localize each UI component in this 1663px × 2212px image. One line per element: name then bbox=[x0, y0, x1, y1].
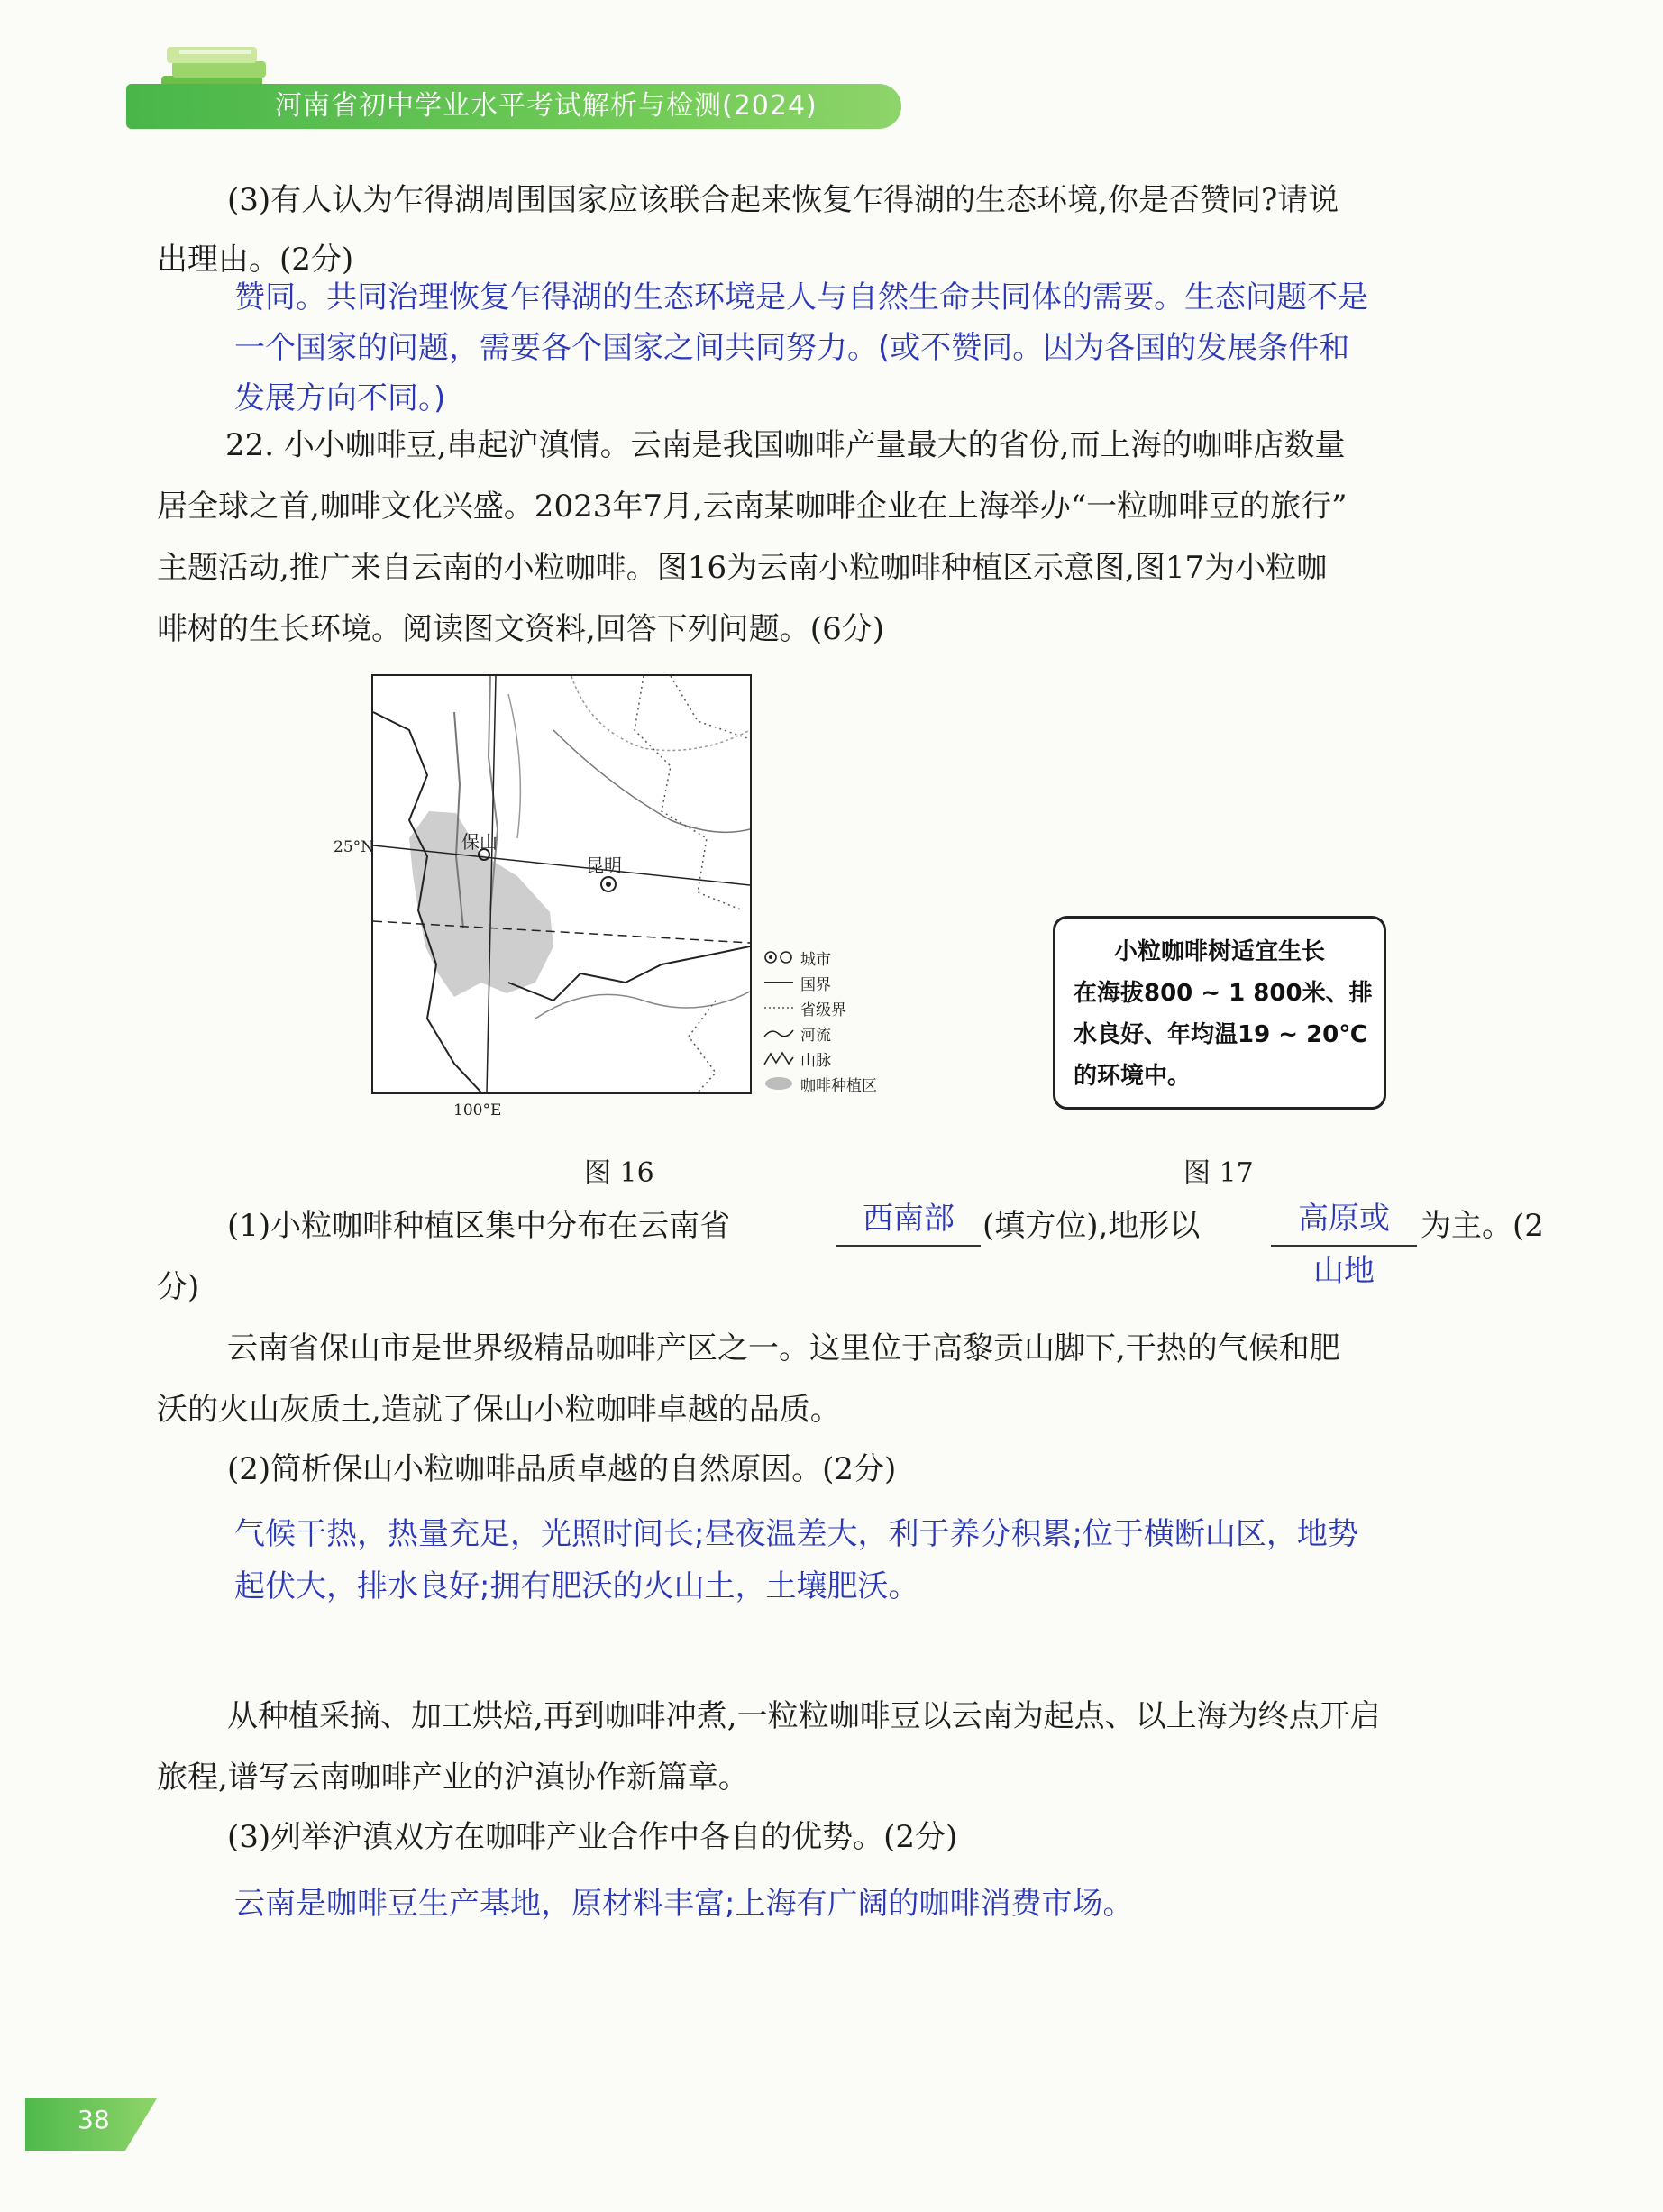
q22-intro-line4: 啡树的生长环境。阅读图文资料,回答下列问题。(6分) bbox=[157, 611, 884, 647]
q21-3-line1: (3)有人认为乍得湖周围国家应该联合起来恢复乍得湖的生态环境,你是否赞同?请说 bbox=[227, 182, 1339, 218]
legend-province-border-label: 省级界 bbox=[800, 1001, 846, 1019]
city-label-kunming: 昆明 bbox=[586, 855, 622, 876]
callout-line2: 在海拔800 ~ 1 800米、排 bbox=[1074, 980, 1373, 1007]
q21-3-answer-line3: 发展方向不同。) bbox=[234, 380, 446, 416]
legend-national-border-label: 国界 bbox=[800, 975, 831, 994]
callout-line4: 的环境中。 bbox=[1074, 1063, 1192, 1090]
lon-label: 100°E bbox=[453, 1101, 502, 1120]
legend-river bbox=[763, 1020, 898, 1046]
legend-city bbox=[763, 945, 898, 970]
q22-para2-line1: 云南省保山市是世界级精品咖啡产区之一。这里位于高黎贡山脚下,干热的气候和肥 bbox=[227, 1330, 1340, 1367]
page-number: 38 bbox=[78, 2105, 110, 2134]
national-border-icon bbox=[763, 973, 797, 992]
map-drawing bbox=[373, 676, 750, 1092]
q22-1-blank2-answer-line2: 山地 bbox=[1313, 1253, 1375, 1289]
q22-1-part-a: (1)小粒咖啡种植区集中分布在云南省 bbox=[227, 1208, 731, 1244]
yunnan-map bbox=[371, 674, 752, 1094]
q22-para3-line2: 旅程,谱写云南咖啡产业的沪滇协作新篇章。 bbox=[157, 1760, 749, 1796]
q22-para2-line2: 沃的火山灰质土,造就了保山小粒咖啡卓越的品质。 bbox=[157, 1392, 841, 1428]
legend-river-label: 河流 bbox=[800, 1026, 831, 1045]
q22-2-answer-line2: 起伏大，排水良好;拥有肥沃的火山土，土壤肥沃。 bbox=[234, 1568, 919, 1604]
q22-intro-line2: 居全球之首,咖啡文化兴盛。2023年7月,云南某咖啡企业在上海举办“一粒咖啡豆的旅行” bbox=[157, 489, 1348, 525]
legend-city-label: 城市 bbox=[800, 950, 831, 969]
q22-1-blank1-answer: 西南部 bbox=[863, 1201, 955, 1237]
coffee-area-icon bbox=[763, 1074, 797, 1093]
legend-mountain-label: 山脉 bbox=[800, 1051, 831, 1070]
province-border-icon bbox=[763, 998, 797, 1018]
mountain-icon bbox=[763, 1048, 797, 1068]
river-icon bbox=[763, 1023, 797, 1043]
legend-coffee-area-label: 咖啡种植区 bbox=[800, 1076, 877, 1095]
lat-label: 25°N bbox=[334, 838, 375, 856]
growth-environment-callout bbox=[1053, 916, 1386, 1110]
figure-17-caption: 图 17 bbox=[1183, 1157, 1254, 1189]
q22-para3-line1: 从种植采摘、加工烘焙,再到咖啡冲煮,一粒粒咖啡豆以云南为起点、以上海为终点开启 bbox=[227, 1698, 1381, 1734]
q22-3-question: (3)列举沪滇双方在咖啡产业合作中各自的优势。(2分) bbox=[227, 1819, 958, 1855]
q21-3-answer-line2: 一个国家的问题，需要各个国家之间共同努力。(或不赞同。因为各国的发展条件和 bbox=[234, 330, 1350, 366]
legend-national-border bbox=[763, 970, 898, 995]
q22-1-line2: 分) bbox=[157, 1269, 200, 1305]
callout-line3: 水良好、年均温19 ~ 20℃ bbox=[1074, 1021, 1367, 1048]
header-title: 河南省初中学业水平考试解析与检测(2024) bbox=[275, 90, 818, 122]
legend-mountain bbox=[763, 1046, 898, 1071]
q21-3-line2: 出理由。(2分) bbox=[157, 242, 354, 278]
q22-1-part-b: (填方位),地形以 bbox=[982, 1208, 1201, 1244]
q22-3-answer: 云南是咖啡豆生产基地，原材料丰富;上海有广阔的咖啡消费市场。 bbox=[234, 1886, 1134, 1922]
q22-2-answer-line1: 气候干热，热量充足，光照时间长;昼夜温差大，利于养分积累;位于横断山区，地势 bbox=[234, 1516, 1358, 1552]
city-label-baoshan: 保山 bbox=[461, 831, 498, 853]
q22-1-part-c: 为主。(2 bbox=[1421, 1208, 1544, 1244]
q22-1-blank2-answer-line1: 高原或 bbox=[1298, 1201, 1390, 1237]
q22-intro-line1: 22. 小小咖啡豆,串起沪滇情。云南是我国咖啡产量最大的省份,而上海的咖啡店数量 bbox=[225, 427, 1346, 463]
city-symbol-icon bbox=[763, 947, 797, 967]
q21-3-answer-line1: 赞同。共同治理恢复乍得湖的生态环境是人与自然生命共同体的需要。生态问题不是 bbox=[234, 279, 1368, 315]
callout-line1: 小粒咖啡树适宜生长 bbox=[1113, 938, 1325, 965]
q22-intro-line3: 主题活动,推广来自云南的小粒咖啡。图16为云南小粒咖啡种植区示意图,图17为小粒咖 bbox=[157, 550, 1328, 586]
legend-coffee-area bbox=[763, 1071, 898, 1096]
q22-2-question: (2)简析保山小粒咖啡品质卓越的自然原因。(2分) bbox=[227, 1451, 897, 1487]
map-legend bbox=[763, 945, 898, 1096]
legend-province-border bbox=[763, 995, 898, 1020]
q22-1-blank1-line bbox=[836, 1245, 981, 1247]
figure-16-caption: 图 16 bbox=[584, 1157, 654, 1189]
